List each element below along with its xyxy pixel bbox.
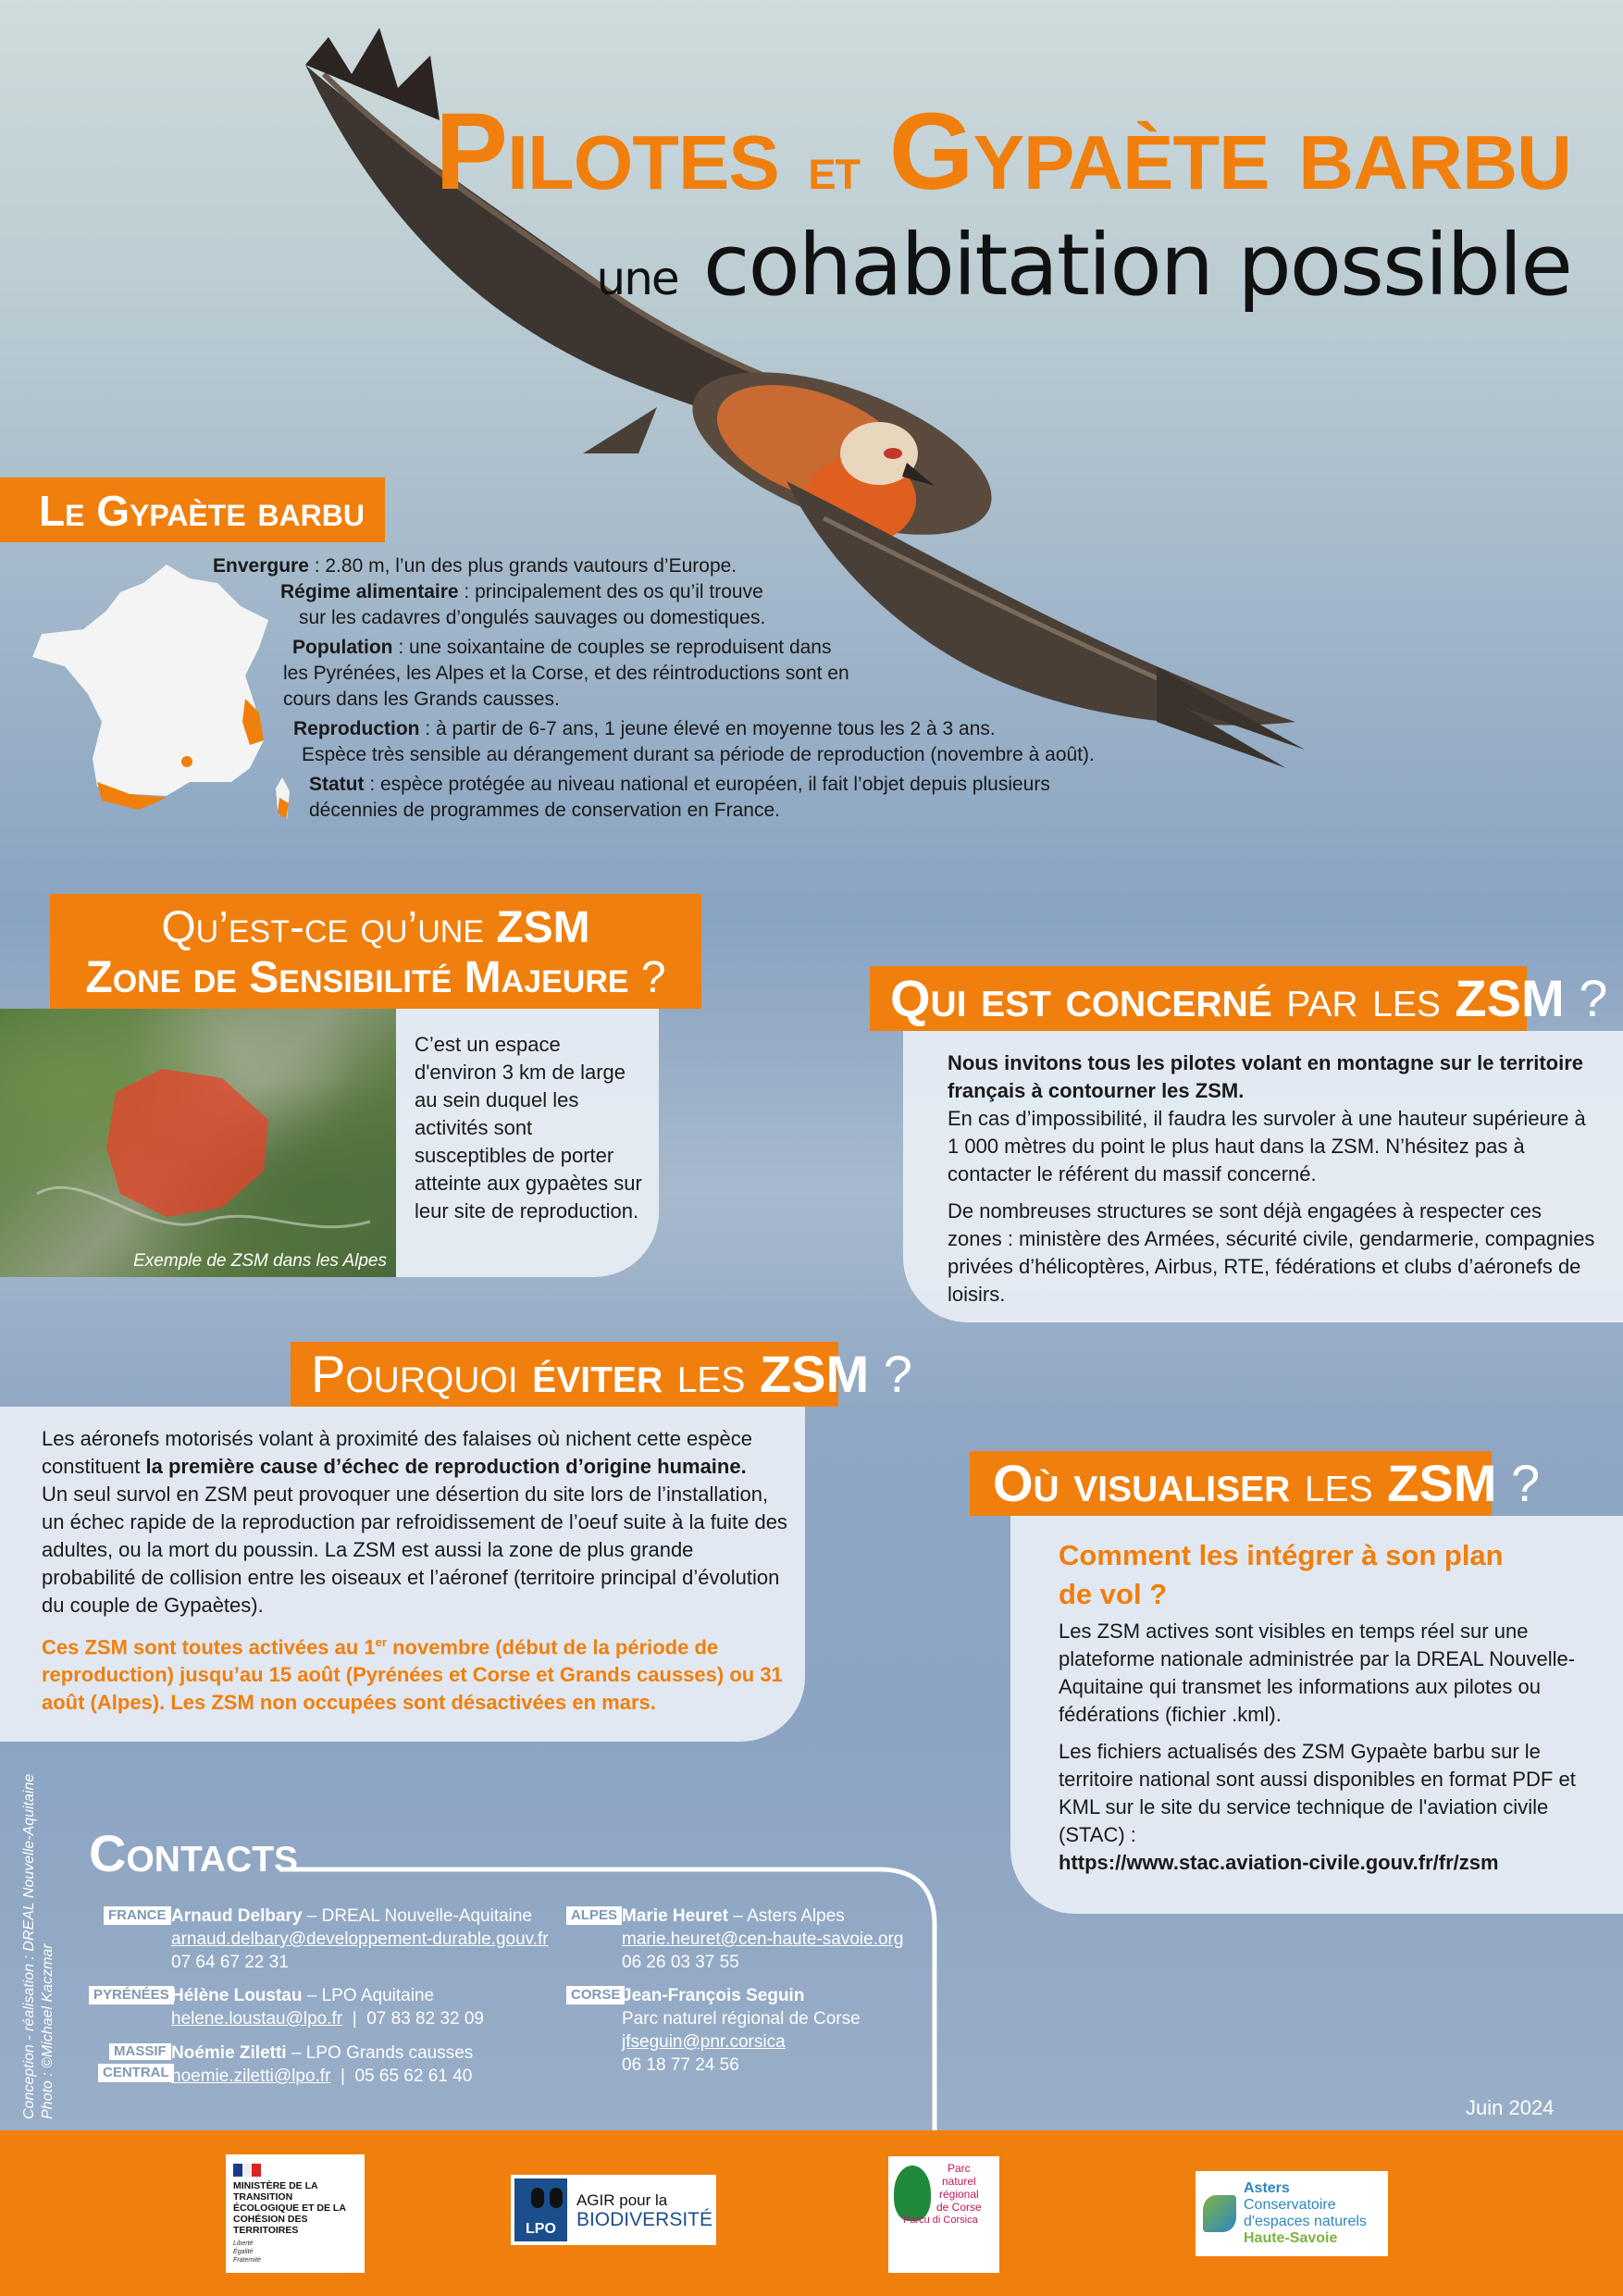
- region-tag: MASSIF: [109, 2043, 171, 2060]
- lpo-logo: LPO AGIR pour la BIODIVERSITÉ: [511, 2175, 716, 2245]
- why-text: Les aéronefs motorisés volant à proximité des falaises où nichent cette espèce constituent la première cause d’échec de reproduction d’origine humaine. Un seul survol en ZSM peut provoquer une désertion du site lors de l’installation, un échec rapide de la reproduction par refroidissement de l’oeuf suite à la fuite des adultes, ou la mort du poussin. La ZSM est aussi la zone de plus grande probabilité de collision entre les oiseaux et l’aéronef (territoire principal d’évolution du couple de Gypaètes). Ces ZSM sont toutes activées au 1er novembre (début de la période de reproduction) jusqu’au 15 août (Pyrénées et Corse et Grands causses) ou 31 août (Alpes). Les ZSM non occupées sont désactivées en mars.: [42, 1427, 787, 1715]
- contact-email[interactable]: jfseguin@pnr.corsica: [622, 2032, 786, 2052]
- title-main: Pilotes et Gypaète barbu: [435, 91, 1571, 213]
- puffin-icon: LPO: [514, 2178, 567, 2241]
- why-heading: Pourquoi éviter les ZSM ?: [291, 1342, 838, 1407]
- map-caption: Exemple de ZSM dans les Alpes: [133, 1251, 387, 1271]
- asters-leaf-icon: [1203, 2195, 1236, 2232]
- where-text: Les ZSM actives sont visibles en temps réel sur une plateforme nationale administrée par la DREAL Nouvelle-Aquitaine qui transmet les informations aux pilotes ou fédérations (fichier .kml). Les fichiers actualisés des ZSM Gypaète barbu sur le territoire national sont aussi disponibles en format PDF et KML sur le site du service technique de l'aviation civile (STAC) : https://www.stac.aviation-civile.gouv.fr/fr/zsm: [1059, 1620, 1576, 1874]
- contact-email[interactable]: helene.loustau@lpo.fr: [171, 2009, 343, 2029]
- region-tag: CORSE: [566, 1986, 625, 2004]
- gypaete-facts: Envergure : 2.80 m, l’un des plus grands vautours d’Europe. Régime alimentaire : principalement des os qu’il trouve sur les cadavres d’ongulés sauvages ou domestiques. Population : une soixantaine de couples se reproduisent dans les Pyrénées, les Alpes et la Corse, et des réintroductions sont en cours dans les Grands causses. Reproduction : à partir de 6-7 ans, 1 jeune élevé en moyenne tous les 2 à 3 ans. Espèce très sensible au dérangement durant sa période de reproduction (novembre à août). Statut : espèce protégée au niveau national et européen, il fait l’objet depuis plusieurs décennies de programmes de conservation en France.: [213, 555, 1095, 821]
- credits: Conception - réalisation : DREAL Nouvelle-Aquitaine Photo : ©Michael Kaczmar: [21, 1773, 56, 2119]
- stac-link[interactable]: https://www.stac.aviation-civile.gouv.fr/fr/zsm: [1059, 1851, 1499, 1874]
- region-tag: FRANCE: [104, 1906, 171, 1925]
- contact-email[interactable]: noemie.ziletti@lpo.fr: [171, 2066, 331, 2086]
- publication-date: Juin 2024: [1466, 2096, 1555, 2119]
- ministere-logo: MINISTÈRE DE LA TRANSITION ÉCOLOGIQUE ET DE LA COHÉSION DES TERRITOIRES Liberté Égalité Fraternité: [226, 2154, 365, 2273]
- republique-flag-icon: [233, 2164, 261, 2177]
- contact-email[interactable]: arnaud.delbary@developpement-durable.gouv.fr: [171, 1930, 549, 1949]
- zsm-definition-heading: Qu’est-ce qu’une ZSM Zone de Sensibilité Majeure ?: [50, 894, 701, 1009]
- asters-logo: Asters Conservatoire d'espaces naturels Haute-Savoie: [1196, 2171, 1388, 2256]
- zsm-definition-text: C’est un espace d'environ 3 km de large au sein duquel les activités sont susceptibles de porter atteinte aux gypaètes sur leur site de reproduction.: [415, 1033, 642, 1222]
- title-subtitle: une cohabitation possible: [596, 216, 1571, 315]
- region-tag: PYRÉNÉES: [89, 1986, 174, 2004]
- zsm-example-map: [0, 1009, 396, 1277]
- corsica-icon: [894, 2166, 931, 2221]
- region-tag: CENTRAL: [98, 2064, 174, 2082]
- where-subheading: Comment les intégrer à son plan de vol ?: [1059, 1539, 1504, 1610]
- concerned-heading: Qui est concerné par les ZSM ?: [870, 966, 1527, 1031]
- gypaete-heading: Le Gypaète barbu: [0, 478, 385, 542]
- page-title: [435, 91, 1571, 315]
- region-tag: ALPES: [566, 1906, 622, 1925]
- contact-email[interactable]: marie.heuret@cen-haute-savoie.org: [622, 1930, 904, 1949]
- where-heading: Où visualiser les ZSM ?: [970, 1451, 1492, 1516]
- zsm-zone-shape: [0, 1009, 396, 1277]
- pnr-corse-logo: Parc naturel régional de Corse Parcu di Corsica: [888, 2156, 999, 2273]
- contacts-heading: Contacts: [89, 1824, 299, 1882]
- concerned-text: Nous invitons tous les pilotes volant en montagne sur le territoire français à contourner les ZSM. En cas d’impossibilité, il faudra les survoler à une hauteur supérieure à 1 000 mètres du point le plus haut dans la ZSM. N’hésitez pas à contacter le référent du massif concerné. De nombreuses structures se sont déjà engagées à respecter ces zones : ministère des Armées, sécurité civile, gendarmerie, compagnies privées d’hélicoptères, Airbus, RTE, fédérations et clubs d’aéronefs de loisirs.: [948, 1051, 1595, 1306]
